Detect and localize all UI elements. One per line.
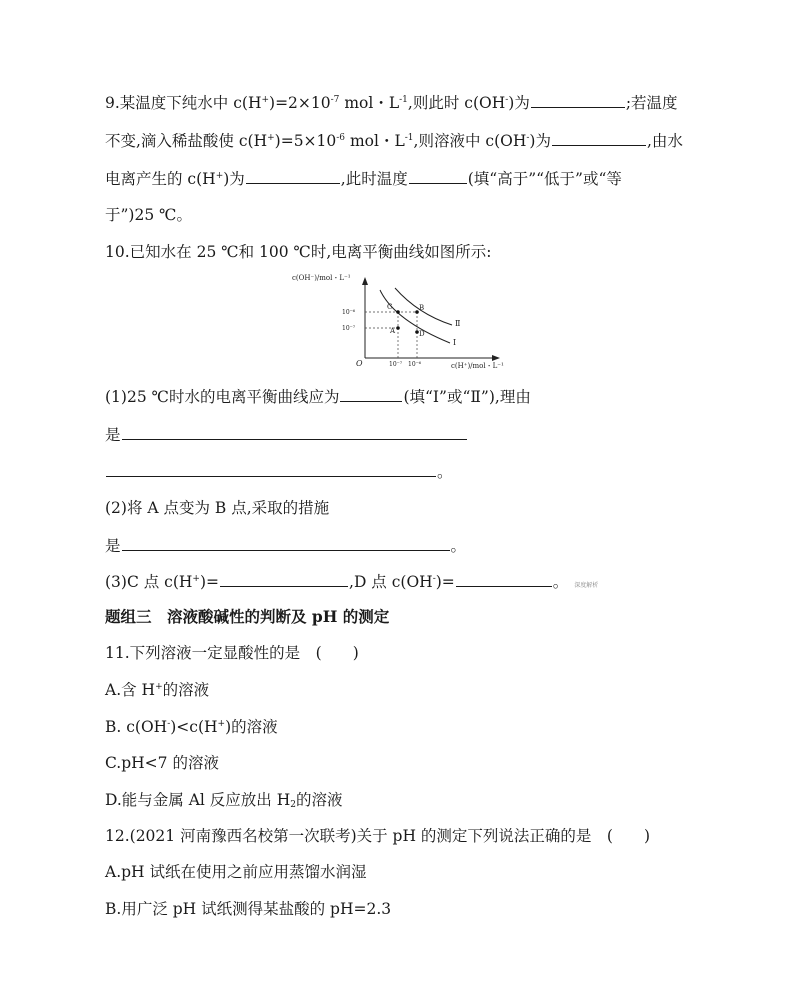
curve-I bbox=[380, 290, 450, 343]
q9-line-4: 于”)25 ℃。 bbox=[105, 206, 192, 224]
q10-blank-3[interactable] bbox=[106, 461, 436, 477]
point-label-c: C bbox=[387, 303, 393, 311]
q11-option-d[interactable]: D.能与金属 Al 反应放出 $H_2$的溶液 bbox=[105, 791, 343, 810]
curve-label-0: Ⅰ bbox=[453, 338, 457, 347]
q9-line-1: 9.某温度下纯水中 $c(H^+)=2\times 10^{-7}$ mol・$L^{-1}$,则此时 c(OH-)为 ;若温度 bbox=[105, 94, 678, 112]
q10-blank-2[interactable] bbox=[122, 424, 467, 440]
q11-option-b[interactable]: B. c(OH-)<c(H+)的溶液 bbox=[105, 718, 278, 736]
y-tick-label-1: 10⁻⁷ bbox=[342, 325, 356, 332]
q12-option-a[interactable]: A.pH 试纸在使用之前应用蒸馏水润湿 bbox=[105, 863, 367, 881]
x-tick-label-0: 10⁻⁷ bbox=[389, 361, 403, 368]
q10-blank-5[interactable] bbox=[220, 571, 348, 587]
q9-blank-2[interactable] bbox=[552, 130, 646, 146]
q12-stem: 12.(2021 河南豫西名校第一次联考)关于 pH 的测定下列说法正确的是 ( ) bbox=[105, 827, 651, 845]
point-label-a: A bbox=[390, 327, 396, 335]
q11-stem: 11.下列溶液一定显酸性的是 ( ) bbox=[105, 644, 359, 662]
q10-blank-1[interactable] bbox=[340, 386, 402, 402]
q10-stem: 10.已知水在 25 ℃和 100 ℃时,电离平衡曲线如图所示: bbox=[105, 243, 492, 261]
point-label-b: B bbox=[419, 304, 425, 312]
q10-part-2: (2)将 A 点变为 B 点,采取的措施 bbox=[105, 499, 330, 517]
q11-option-c[interactable]: C.pH<7 的溶液 bbox=[105, 754, 219, 772]
q10-blank-6[interactable] bbox=[456, 571, 552, 587]
origin-label: O bbox=[356, 359, 363, 368]
q10-part-1-reason-cont: 。 bbox=[105, 461, 453, 482]
y-axis-label: c(OH⁻)/mol・L⁻¹ bbox=[292, 274, 351, 282]
q9-line-2: 不变,滴入稀盐酸使 $c(H^+)=5\times 10^{-6}$ mol・$L^{-1}$,则溶液中 c(OH-)为 ,由水 bbox=[105, 132, 683, 150]
q10-part-1: (1)25 ℃时水的电离平衡曲线应为 (填“Ⅰ”或“Ⅱ”),理由 bbox=[105, 388, 531, 406]
x-axis-label: c(H⁺)/mol・L⁻¹ bbox=[451, 362, 504, 370]
q9-blank-1[interactable] bbox=[531, 92, 625, 108]
q10-part-1-reason: 是 bbox=[105, 424, 468, 445]
point-a bbox=[396, 326, 400, 330]
group3-heading: 题组三 溶液酸碱性的判断及 pH 的测定 bbox=[105, 607, 390, 626]
ionization-equilibrium-chart bbox=[290, 268, 510, 370]
q10-part-3: (3)C 点 c(H+)= ,D 点 c(OH-)= 。 深度解析 bbox=[105, 573, 599, 591]
y-tick-label-0: 10⁻⁶ bbox=[342, 309, 356, 316]
x-axis-arrow bbox=[492, 355, 500, 361]
q9-blank-3[interactable] bbox=[246, 168, 340, 184]
q12-option-b[interactable]: B.用广泛 pH 试纸测得某盐酸的 pH=2.3 bbox=[105, 900, 392, 918]
q9-line-3: 电离产生的 c(H+)为 ,此时温度 (填“高于”“低于”或“等 bbox=[105, 170, 622, 188]
y-axis-arrow bbox=[362, 277, 368, 285]
q11-option-a[interactable]: A.含 H+的溶液 bbox=[105, 681, 210, 699]
q9-blank-4[interactable] bbox=[409, 168, 467, 184]
q10-part-2-measure: 是 。 bbox=[105, 537, 467, 555]
point-label-d: D bbox=[419, 330, 425, 338]
deep-analysis-tag: 深度解析 bbox=[574, 582, 599, 589]
curve-label-1: Ⅱ bbox=[455, 319, 461, 328]
x-tick-label-1: 10⁻⁶ bbox=[408, 361, 422, 368]
point-c bbox=[396, 310, 400, 314]
q10-blank-4[interactable] bbox=[122, 535, 450, 551]
